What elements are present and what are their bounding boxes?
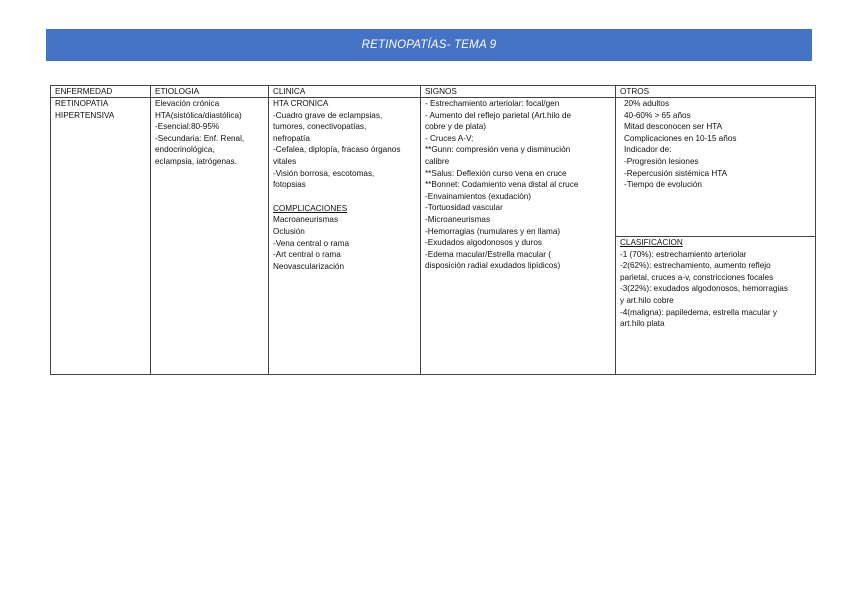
retinopatia-table xyxy=(50,85,816,375)
cell-etiologia xyxy=(151,98,269,375)
otros-line: Indicador de: xyxy=(624,145,672,155)
clasificacion-line: -4(maligna): papiledema, estrella macular y xyxy=(620,307,777,317)
clinica-line: HTA CRONICA xyxy=(273,99,329,108)
etiologia-line: Elevación crónica xyxy=(155,99,220,108)
clasificacion-block xyxy=(616,236,815,330)
otros-line: -Repercusión sistémica HTA xyxy=(624,168,728,178)
signos-line: -Hemorragias (numulares y en llama) xyxy=(425,226,561,236)
signos-line: cobre y de plata) xyxy=(425,122,486,132)
title-banner xyxy=(46,29,812,61)
etiologia-line: endocrinológica, xyxy=(155,145,215,155)
otros-line: Complicaciones en 10-15 años xyxy=(624,133,737,143)
clinica-line: -Cuadro grave de eclampsias, xyxy=(273,110,383,120)
header-signos: SIGNOS xyxy=(421,86,616,98)
clinica-line: -Cefalea, diplopía, fracaso órganos xyxy=(273,145,401,155)
cell-enfermedad xyxy=(51,98,151,375)
header-clinica: CLINICA xyxy=(269,86,421,98)
signos-line: calibre xyxy=(425,156,450,166)
otros-block xyxy=(620,98,811,191)
signos-line: - Cruces A-V: xyxy=(425,133,474,143)
otros-line: -Tiempo de evolución xyxy=(624,180,702,190)
clasificacion-line: -1 (70%): estrechamiento arteriolar xyxy=(620,249,747,259)
signos-line: -Exudados algodonosos y duros xyxy=(425,238,542,248)
signos-line: disposición radial exudados lipídicos) xyxy=(425,261,561,271)
otros-line: -Progresión lesiones xyxy=(624,156,699,166)
signos-line: - Estrechamiento arteriolar: focal/gen xyxy=(425,99,560,108)
otros-line: 20% adultos xyxy=(624,99,670,108)
signos-line: **Salus: Deflexión curso vena en cruce xyxy=(425,168,567,178)
signos-line: -Edema macular/Estrella macular ( xyxy=(425,249,552,259)
clasificacion-line: -2(62%): estrechamiento, aumento reflejo xyxy=(620,261,771,271)
complicaciones-line: Macroaneurismas xyxy=(273,215,339,225)
clasificacion-heading: CLASIFICACION xyxy=(620,238,683,247)
clinica-line: vitales xyxy=(273,156,297,166)
etiologia-line: -Secundaria: Enf. Renal, xyxy=(155,133,245,143)
complicaciones-line: -Art central o rama xyxy=(273,250,341,260)
etiologia-line: -Esencial:80-95% xyxy=(155,122,220,132)
enfermedad-line: RETINOPATIA xyxy=(55,99,109,108)
table-row xyxy=(51,98,816,375)
clinica-line: nefropatía xyxy=(273,133,310,143)
signos-line: -Envainamientos (exudación) xyxy=(425,191,532,201)
signos-line: - Aumento del reflejo parietal (Art.hilo de xyxy=(425,110,572,120)
clasificacion-line: parietal, cruces a-v, constricciones focales xyxy=(620,272,774,282)
clinica-line: -Visión borrosa, escotomas, xyxy=(273,168,375,178)
etiologia-line: eclampsia, iatrógenas. xyxy=(155,156,237,166)
header-otros: OTROS xyxy=(616,86,816,98)
signos-line: -Microaneurismas xyxy=(425,214,491,224)
cell-clinica xyxy=(269,98,421,375)
otros-line: 40-60% > 65 años xyxy=(624,110,691,120)
header-etiologia: ETIOLOGIA xyxy=(151,86,269,98)
clinica-line: fotopsias xyxy=(273,180,306,190)
complicaciones-line: Oclusión xyxy=(273,226,305,236)
clasificacion-line: -3(22%): exudados algodonosos, hemorragias xyxy=(620,284,788,294)
signos-line: -Tortuosidad vascular xyxy=(425,203,503,213)
complicaciones-heading: COMPLICACIONES xyxy=(273,203,348,213)
header-enfermedad: ENFERMEDAD xyxy=(51,86,151,98)
page-title: RETINOPATÍAS- TEMA 9 xyxy=(361,39,497,51)
cell-otros xyxy=(616,98,816,375)
signos-line: **Bonnet: Codamiento vena distal al cruce xyxy=(425,180,579,190)
otros-line: Mitad desconocen ser HTA xyxy=(624,122,723,132)
complicaciones-line: -Vena central o rama xyxy=(273,238,350,248)
clinica-line: tumores, conectivopatías, xyxy=(273,122,367,132)
cell-signos xyxy=(421,98,616,375)
header-row xyxy=(51,86,816,98)
etiologia-line: HTA(sistólica/diastólica) xyxy=(155,110,242,120)
complicaciones-line: Neovascularización xyxy=(273,261,344,271)
signos-line: **Gunn: compresión vena y disminución xyxy=(425,145,571,155)
enfermedad-line: HIPERTENSIVA xyxy=(55,110,115,120)
clasificacion-line: y art.hilo cobre xyxy=(620,295,674,305)
clasificacion-line: art.hilo plata xyxy=(620,319,665,329)
